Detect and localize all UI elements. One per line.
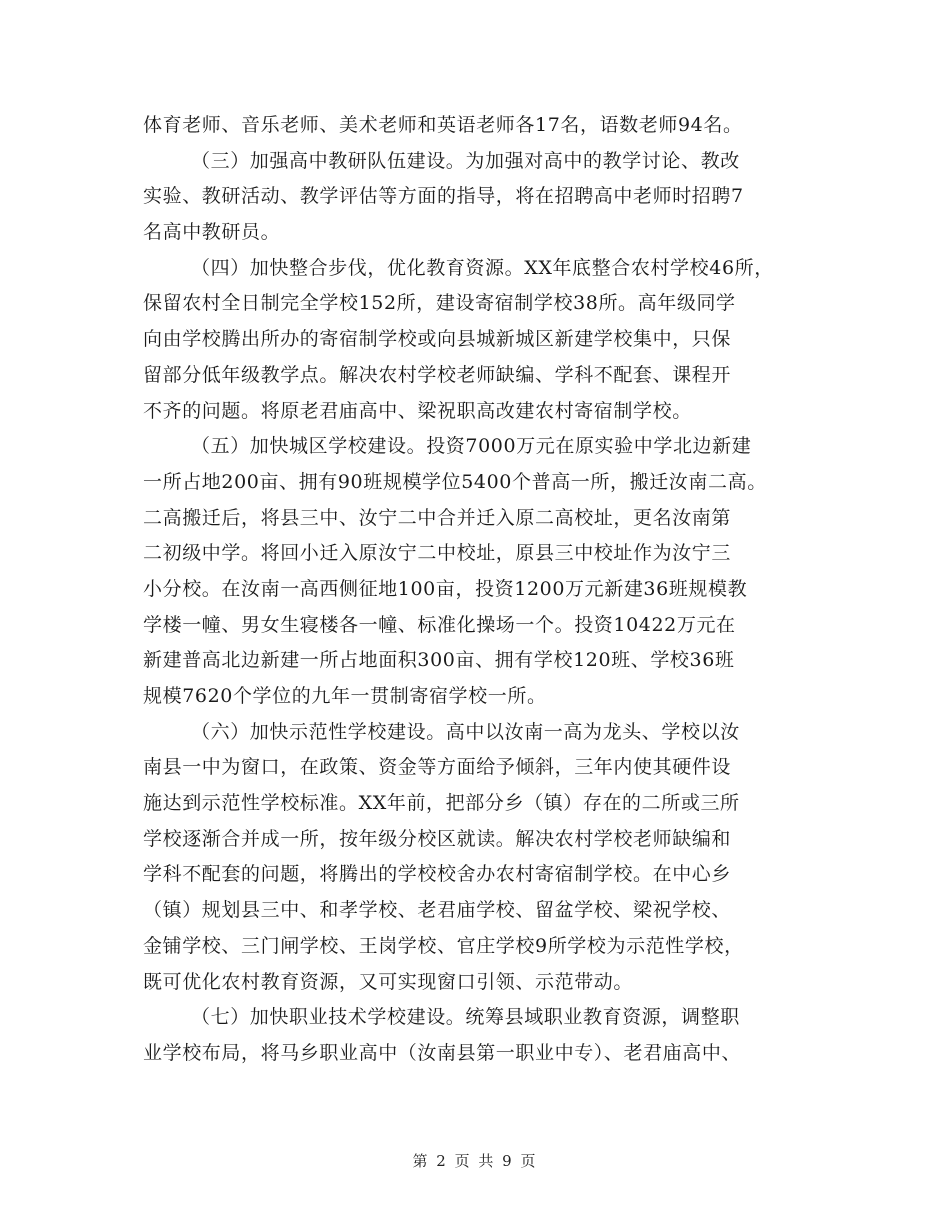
text-line: 留部分低年级教学点。解决农村学校老师缺编、学科不配套、课程开 (143, 363, 732, 386)
text-line: 施达到示范性学校标准。XX年前，把部分乡（镇）存在的二所或三所 (143, 792, 740, 815)
text-line: （五）加快城区学校建设。投资7000万元在原实验中学北边新建 (191, 435, 752, 458)
text-line: 既可优化农村教育资源，又可实现窗口引领、示范带动。 (143, 970, 634, 993)
text-line: 不齐的问题。将原老君庙高中、梁祝职高改建农村寄宿制学校。 (143, 399, 692, 422)
text-line: 学科不配套的问题，将腾出的学校校舍办农村寄宿制学校。在中心乡 (143, 863, 732, 886)
text-line: 新建普高北边新建一所占地面积300亩、拥有学校120班、学校36班 (143, 649, 735, 672)
text-line: 学校逐渐合并成一所，按年级分校区就读。解决农村学校老师缺编和 (143, 827, 732, 850)
text-line: 实验、教研活动、教学评估等方面的指导，将在招聘高中老师时招聘7 (143, 185, 744, 208)
text-line: （三）加强高中教研队伍建设。为加强对高中的教学讨论、教改 (191, 149, 740, 172)
page-number-footer: 第 2 页 共 9 页 (412, 1152, 538, 1170)
text-line: 名高中教研员。 (143, 221, 281, 244)
text-line: （六）加快示范性学校建设。高中以汝南一高为龙头、学校以汝 (191, 720, 740, 743)
text-line: （七）加快职业技术学校建设。统筹县域职业教育资源，调整职 (191, 1006, 740, 1029)
text-line: 规模7620个学位的九年一贯制寄宿学校一所。 (143, 685, 547, 707)
body-text (143, 108, 813, 1072)
text-line: （四）加快整合步伐，优化教育资源。XX年底整合农村学校46所， (191, 256, 774, 279)
text-line: 向由学校腾出所办的寄宿制学校或向县城新城区新建学校集中，只保 (143, 328, 732, 351)
text-line: 一所占地200亩、拥有90班规模学位5400个普高一所，搬迁汝南二高。 (143, 470, 767, 493)
text-line: 二初级中学。将回小迁入原汝宁二中校址，原县三中校址作为汝宁三 (143, 542, 732, 565)
text-line: （镇）规划县三中、和孝学校、老君庙学校、留盆学校、梁祝学校、 (143, 899, 732, 922)
text-line: 金铺学校、三门闸学校、王岗学校、官庄学校9所学校为示范性学校， (143, 934, 744, 957)
text-line: 业学校布局，将马乡职业高中（汝南县第一职业中专）、老君庙高中、 (143, 1041, 742, 1064)
text-line: 学楼一幢、男女生寝楼各一幢、标准化操场一个。投资10422万元在 (143, 613, 736, 636)
text-line: 南县一中为窗口，在政策、资金等方面给予倾斜，三年内使其硬件设 (143, 756, 732, 779)
text-line: 体育老师、音乐老师、美术老师和英语老师各17名，语数老师94名。 (143, 114, 743, 136)
text-line: 二高搬迁后，将县三中、汝宁二中合并迁入原二高校址，更名汝南第 (143, 506, 732, 529)
text-line: 保留农村全日制完全学校152所，建设寄宿制学校38所。高年级同学 (143, 292, 736, 315)
text-line: 小分校。在汝南一高西侧征地100亩，投资1200万元新建36班规模教 (143, 577, 748, 600)
